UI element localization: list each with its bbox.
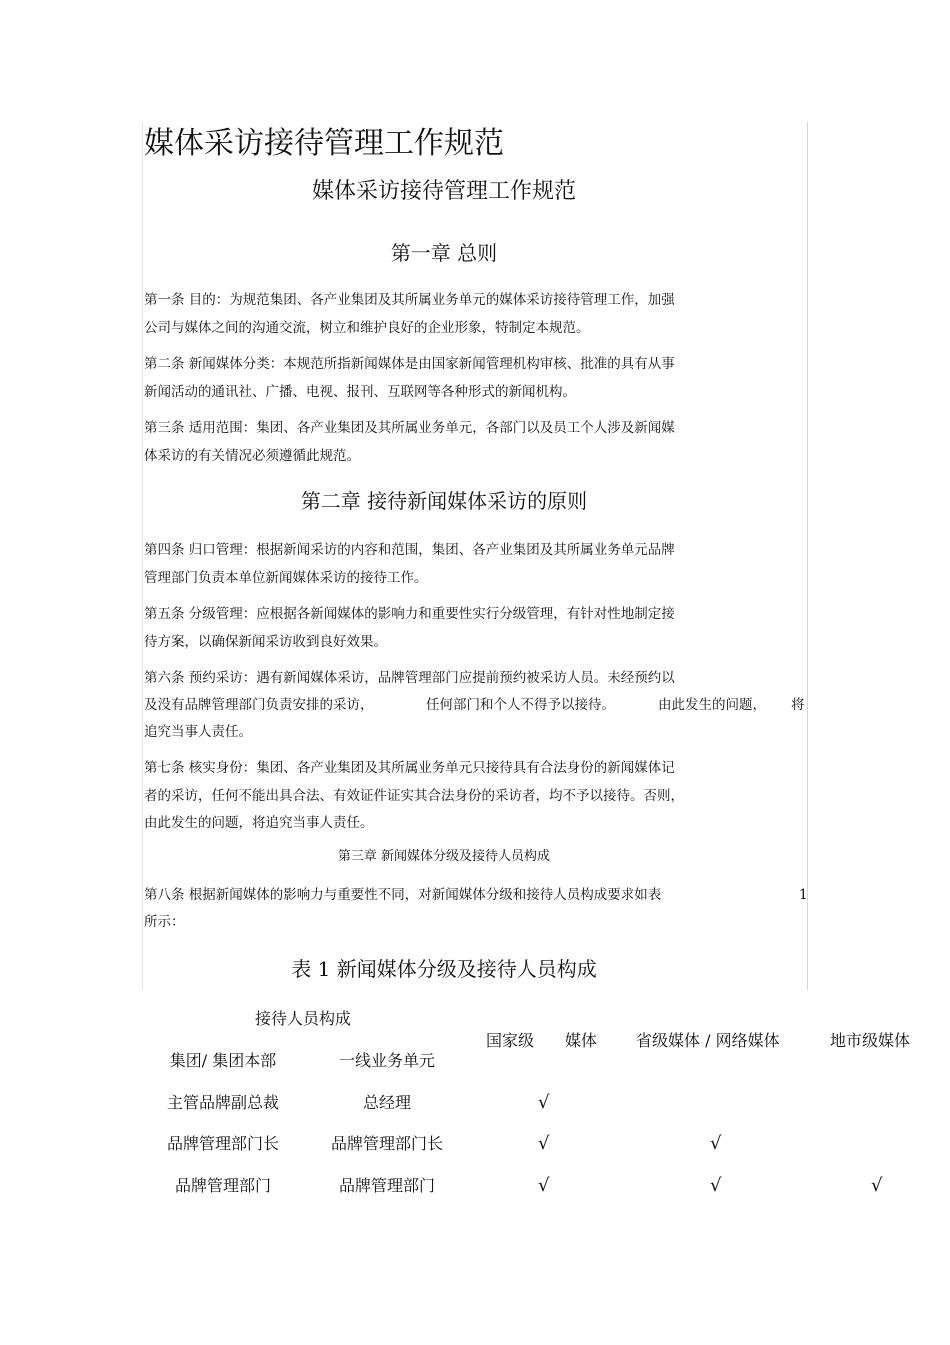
document-subtitle: 媒体采访接待管理工作规范: [311, 179, 576, 204]
article-4-line-1: 第四条 归口管理：根据新闻采访的内容和范围，集团、各产业集团及其所属业务单元品牌: [144, 542, 675, 558]
table-row-2-province: √: [710, 1133, 722, 1154]
article-8-line-2: 所示：: [144, 914, 185, 930]
article-2-line-1: 第二条 新闻媒体分类：本规范所指新闻媒体是由国家新闻管理机构审核、批准的具有从事: [144, 356, 675, 372]
article-4-line-2: 管理部门负责本单位新闻媒体采访的接待工作。: [144, 570, 428, 586]
article-6-line-2b: 任何部门和个人不得予以接待。: [426, 697, 615, 713]
chapter-1-title: 第一章 总则: [390, 241, 498, 265]
chapter-2-title: 第二章 接待新闻媒体采访的原则: [300, 489, 588, 513]
table-row-3-city: √: [871, 1175, 883, 1196]
table-col-province: 省级媒体 / 网络媒体: [636, 1031, 780, 1050]
table-row-3-group: 品牌管理部门: [174, 1176, 271, 1195]
chapter-3-title: 第三章 新闻媒体分级及接待人员构成: [337, 849, 551, 864]
article-5-line-1: 第五条 分级管理：应根据各新闻媒体的影响力和重要性实行分级管理，有针对性地制定接: [144, 606, 675, 622]
table-col-national-a: 国家级: [486, 1031, 535, 1050]
document-title: 媒体采访接待管理工作规范: [144, 126, 504, 161]
table-col-unit: 一线业务单元: [338, 1051, 435, 1070]
table-col-city: 地市级媒体: [830, 1031, 911, 1050]
article-6-line-3: 追究当事人责任。: [144, 724, 252, 740]
article-3-line-2: 体采访的有关情况必须遵循此规范。: [144, 448, 360, 464]
table-col-group: 集团/ 集团本部: [169, 1051, 277, 1070]
article-3-line-1: 第三条 适用范围：集团、各产业集团及其所属业务单元，各部门以及员工个人涉及新闻媒: [144, 420, 675, 436]
table-header-staff: 接待人员构成: [254, 1009, 351, 1028]
table-row-3-unit: 品牌管理部门: [338, 1176, 435, 1195]
article-6-line-2c: 由此发生的问题，: [658, 697, 766, 713]
table-row-2-national: √: [538, 1133, 550, 1154]
article-2-line-2: 新闻活动的通讯社、广播、电视、报刊、互联网等各种形式的新闻机构。: [144, 384, 576, 400]
table-row-1-unit: 总经理: [362, 1093, 411, 1112]
article-1-line-1: 第一条 目的：为规范集团、各产业集团及其所属业务单元的媒体采访接待管理工作，加强: [144, 292, 675, 308]
article-8-line-1: 第八条 根据新闻媒体的影响力与重要性不同，对新闻媒体分级和接待人员构成要求如表: [144, 887, 662, 903]
article-8-table-ref: 1: [799, 887, 808, 903]
table-row-3-national: √: [538, 1175, 550, 1196]
table-row-1-group: 主管品牌副总裁: [166, 1093, 279, 1112]
article-6-line-2d: 将: [791, 697, 805, 713]
table-row-1-national: √: [538, 1092, 550, 1113]
table-row-3-province: √: [710, 1175, 722, 1196]
table-row-2-group: 品牌管理部门长: [166, 1134, 279, 1153]
article-7-line-1: 第七条 核实身份：集团、各产业集团及其所属业务单元只接待具有合法身份的新闻媒体记: [144, 760, 675, 776]
table-col-national-b: 媒体: [565, 1031, 598, 1050]
article-1-line-2: 公司与媒体之间的沟通交流，树立和维护良好的企业形象，特制定本规范。: [144, 320, 590, 336]
article-7-line-2: 者的采访，任何不能出具合法、有效证件证实其合法身份的采访者，均不予以接待。否则，: [144, 788, 684, 804]
article-6-line-1: 第六条 预约采访：遇有新闻媒体采访，品牌管理部门应提前预约被采访人员。未经预约以: [144, 670, 675, 686]
article-6-line-2a: 及没有品牌管理部门负责安排的采访，: [144, 697, 374, 713]
article-7-line-3: 由此发生的问题，将追究当事人责任。: [144, 815, 374, 831]
table-title: 表 1 新闻媒体分级及接待人员构成: [291, 957, 597, 981]
article-5-line-2: 待方案，以确保新闻采访收到良好效果。: [144, 634, 387, 650]
table-row-2-unit: 品牌管理部门长: [330, 1134, 443, 1153]
